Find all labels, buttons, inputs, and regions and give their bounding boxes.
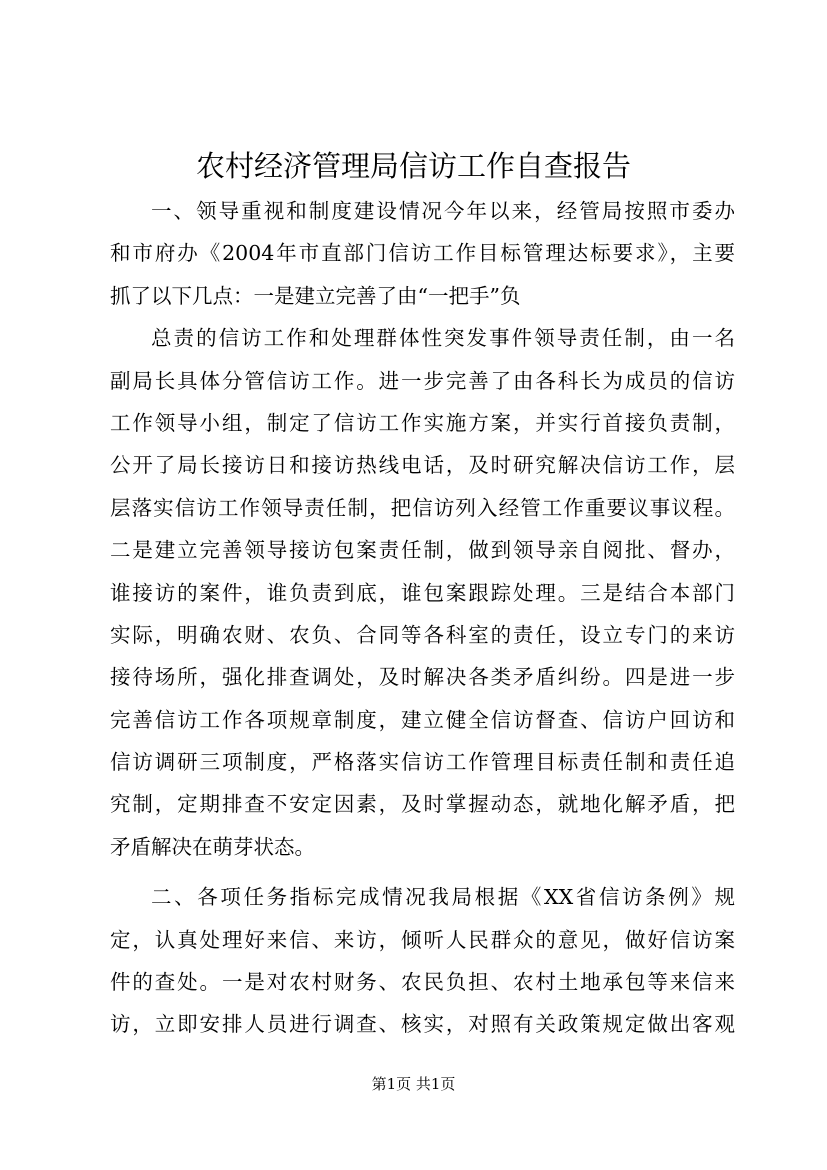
document-title: 农村经济管理局信访工作自查报告 [195,149,631,183]
paragraph-1-line-1: 一、领导重视和制度建设情况今年以来，经管局按照市委办 [151,199,735,223]
paragraph-2-line-13: 矛盾解决在萌芽状态。 [110,834,315,859]
paragraph-1-line-2: 和市府办《2004年市直部门信访工作目标管理达标要求》，主要 [110,241,735,266]
page-footer: 第1页 共1页 [371,1075,456,1093]
paragraph-2-line-3: 工作领导小组，制定了信访工作实施方案，并实行首接负责制， [110,410,735,435]
paragraph-gap [110,868,735,876]
paragraph-1-line-3: 抓了以下几点：一是建立完善了由“一把手”负 [110,283,521,308]
paragraph-2-line-5: 层落实信访工作领导责任制，把信访列入经管工作重要议事议程。 [110,495,735,520]
paragraph-2-line-8: 实际，明确农财、农负、合同等各科室的责任，设立专门的来访 [110,622,735,647]
document-body [110,190,735,1046]
paragraph-2-line-4: 公开了局长接访日和接访热线电话，及时研究解决信访工作，层 [110,453,735,478]
paragraph-2-line-2: 副局长具体分管信访工作。进一步完善了由各科长为成员的信访 [110,368,735,393]
paragraph-3-line-2: 定，认真处理好来信、来访，倾听人民群众的意见，做好信访案 [110,927,735,952]
paragraph-3-line-3: 件的查处。一是对农村财务、农民负担、农村土地承包等来信来 [110,970,735,995]
paragraph-2-line-10: 完善信访工作各项规章制度，建立健全信访督查、信访户回访和 [110,707,735,732]
paragraph-2-line-1: 总责的信访工作和处理群体性突发事件领导责任制，由一名 [151,326,735,351]
paragraph-2-line-11: 信访调研三项制度，严格落实信访工作管理目标责任制和责任追 [110,750,735,775]
paragraph-2-line-9: 接待场所，强化排查调处，及时解决各类矛盾纠纷。四是进一步 [110,665,735,690]
paragraph-2-line-6: 二是建立完善领导接访包案责任制，做到领导亲自阅批、督办， [110,538,735,563]
paragraph-3-line-1: 二、各项任务指标完成情况我局根据《XX省信访条例》规 [151,885,735,910]
paragraph-3-line-4: 访，立即安排人员进行调查、核实，对照有关政策规定做出客观 [110,1012,735,1037]
paragraph-2-line-12: 究制，定期排查不安定因素，及时掌握动态，就地化解矛盾，把 [110,792,735,817]
paragraph-2-line-7: 谁接访的案件，谁负责到底，谁包案跟踪处理。三是结合本部门 [110,580,735,605]
